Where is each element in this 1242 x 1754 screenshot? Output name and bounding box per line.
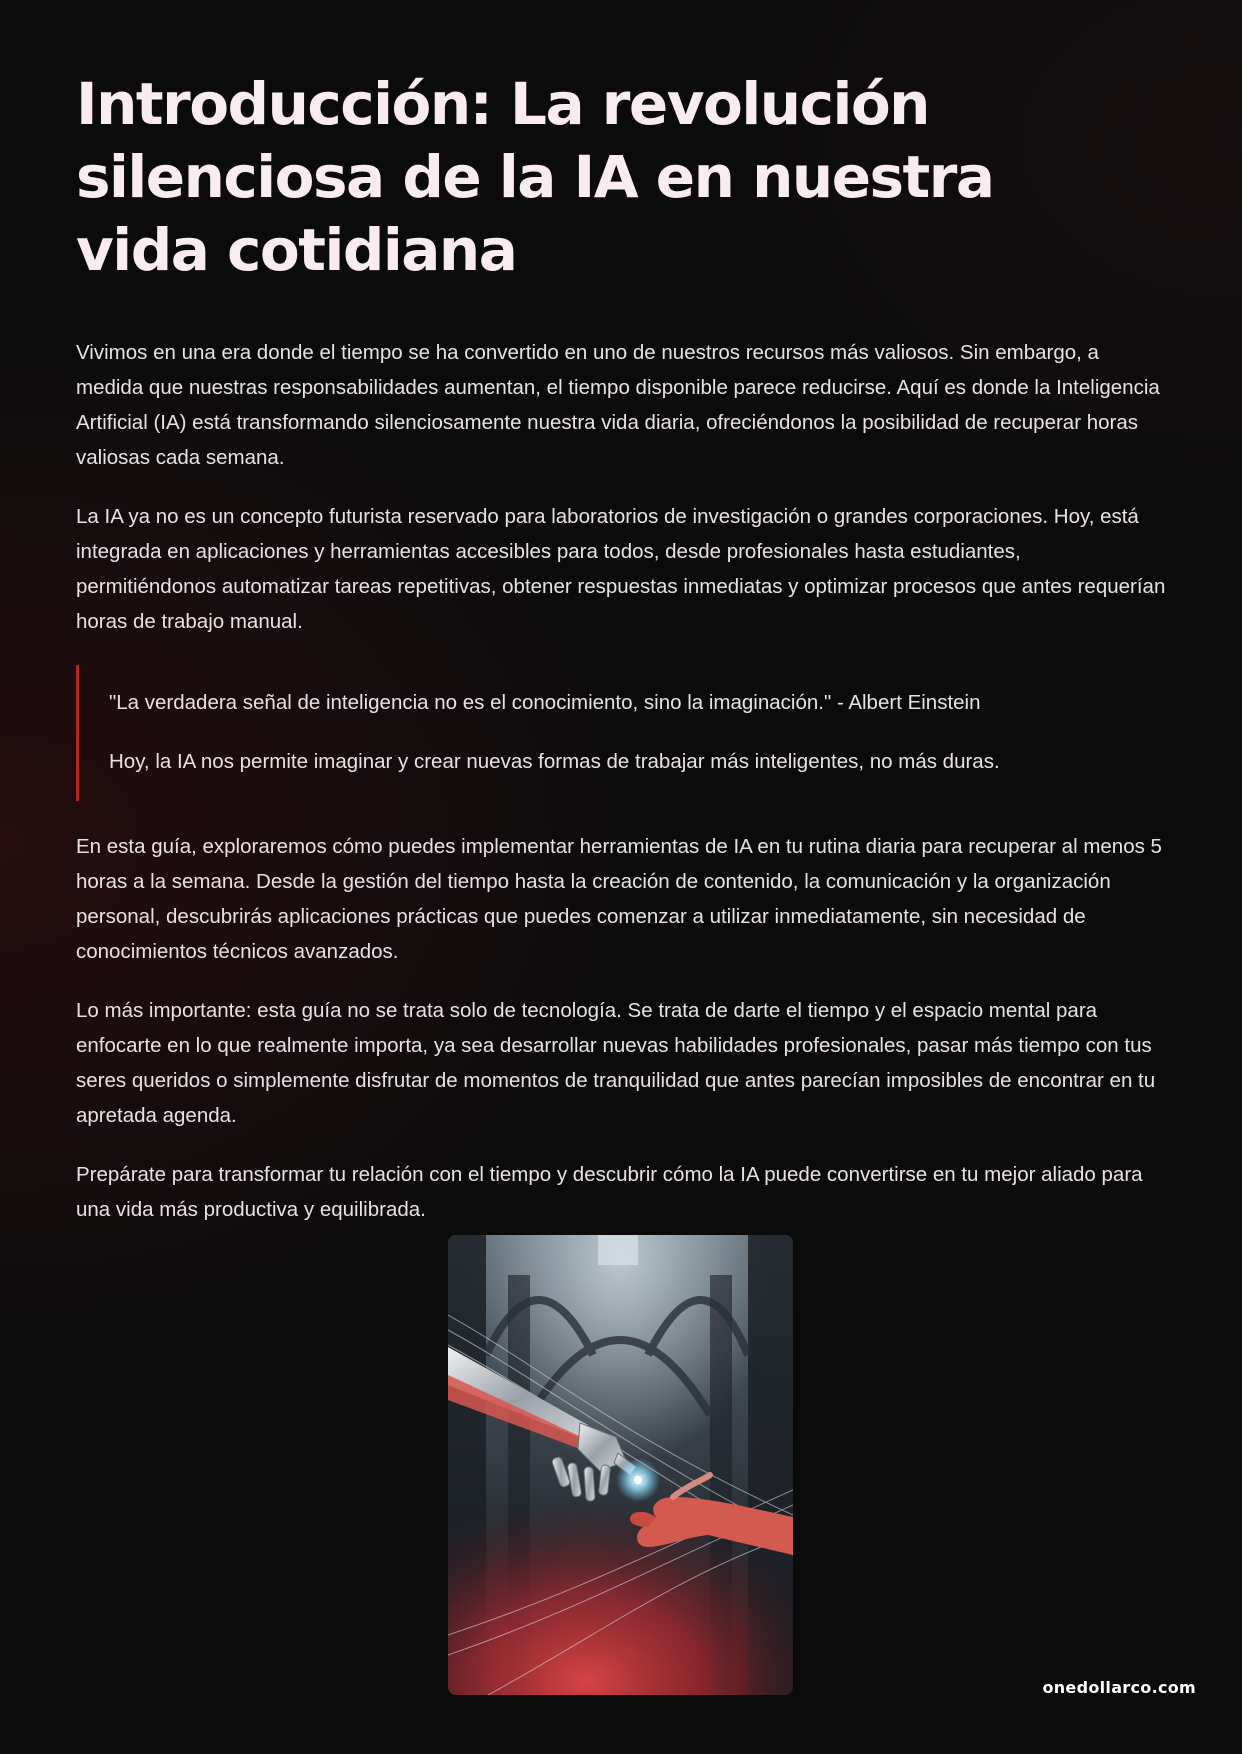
page-title: Introducción: La revolución silenciosa de la IA en nuestra vida cotidiana	[76, 70, 994, 284]
blockquote	[76, 665, 1166, 801]
quote-text: "La verdadera señal de inteligencia no es el conocimiento, sino la imaginación." - Albert Einstein	[109, 691, 981, 714]
intro-paragraph-3: En esta guía, exploraremos cómo puedes implementar herramientas de IA en tu rutina diaria para recuperar al menos 5 horas a la semana. Desde la gestión del tiempo hasta la creación de contenido, la comunicación y la organización personal, descubrirás aplicaciones prácticas que puedes comenzar a utilizar inmediatamente, sin necesidad de conocimientos técnicos avanzados.	[76, 835, 1162, 963]
intro-paragraph-2: La IA ya no es un concepto futurista reservado para laboratorios de investigación o grandes corporaciones. Hoy, está integrada en aplicaciones y herramientas accesibles para todos, desde profesionales hasta estudiantes, permitiéndonos automatizar tareas repetitivas, obtener respuestas inmediatas y optimizar procesos que antes requerían horas de trabajo manual.	[76, 505, 1166, 633]
intro-paragraph-5: Prepárate para transformar tu relación con el tiempo y descubrir cómo la IA puede convertirse en tu mejor aliado para una vida más productiva y equilibrada.	[76, 1163, 1143, 1221]
robot-human-hands-illustration	[448, 1235, 793, 1695]
footer-brand: onedollarco.com	[1042, 1678, 1196, 1697]
intro-paragraph-4: Lo más importante: esta guía no se trata solo de tecnología. Se trata de darte el tiempo y el espacio mental para enfocarte en lo que realmente importa, ya sea desarrollar nuevas habilidades profesionales, pasar más tiempo con tus seres queridos o simplemente disfrutar de momentos de tranquilidad que antes parecían imposibles de encontrar en tu apretada agenda.	[76, 999, 1156, 1127]
intro-paragraph-1: Vivimos en una era donde el tiempo se ha convertido en uno de nuestros recursos más valiosos. Sin embargo, a medida que nuestras responsabilidades aumentan, el tiempo disponible parece reducirse. Aquí es donde la Inteligencia Artificial (IA) está transformando silenciosamente nuestra vida diaria, ofreciéndonos la posibilidad de recuperar horas valiosas cada semana.	[76, 341, 1160, 469]
document-page	[76, 68, 1166, 1227]
quote-comment: Hoy, la IA nos permite imaginar y crear nuevas formas de trabajar más inteligentes, no más duras.	[109, 750, 1000, 773]
